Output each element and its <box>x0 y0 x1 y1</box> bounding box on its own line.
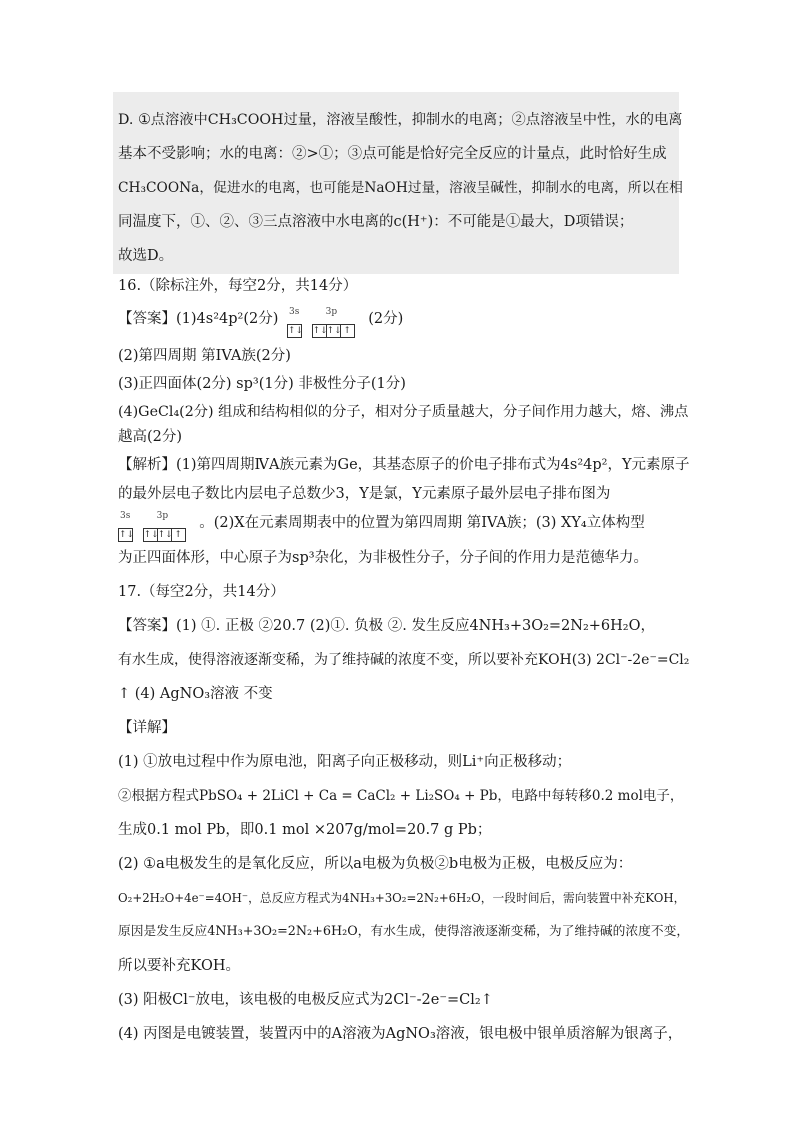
orbital-diagram <box>118 510 191 540</box>
orbital-box: ↑↓ <box>326 326 342 336</box>
answer-line: 有水生成，使得溶液逐渐变稀，为了维持碱的浓度不变，所以要补充KOH(3) 2Cl⁻-2e⁻=Cl₂ <box>118 652 690 668</box>
orbital-label: 3s <box>289 307 300 317</box>
analysis-line: 为正四面体形，中心原子为sp³杂化，为非极性分子，分子间的作用力是范德华力。 <box>118 550 649 566</box>
answer-suffix: (2分) <box>368 311 404 327</box>
detail-line: (3) 阳极Cl⁻放电，该电极的电极反应式为2Cl⁻-2e⁻=Cl₂↑ <box>118 992 493 1008</box>
analysis-line <box>118 510 645 540</box>
orbital-box: ↑↓ <box>312 326 328 336</box>
orbital-box: ↑↓ <box>143 530 159 540</box>
answer-line <box>118 306 404 336</box>
detail-line: 原因是发生反应4NH₃+3O₂=2N₂+6H₂O，有水生成，使得溶液逐渐变稀，为了维持碱的浓度不变， <box>118 924 690 939</box>
orbital-label: 3s <box>120 511 131 521</box>
orbital-label: 3p <box>325 307 338 317</box>
text-line: D. ①点溶液中CH₃COOH过量，溶液呈酸性，抑制水的电离；②点溶液呈中性，水的电离 <box>118 112 683 128</box>
answer-line: (2)第四周期 第IVA族(2分) <box>118 348 291 364</box>
question-heading: 16.（除标注外，每空2分，共14分） <box>118 278 358 294</box>
orbital-diagram <box>287 306 360 336</box>
detail-line: 生成0.1 mol Pb，即0.1 mol ×207g/mol=20.7 g Pb； <box>118 822 492 838</box>
orbital-box: ↑↓ <box>288 326 304 336</box>
orbital-box: ↑↓ <box>157 530 173 540</box>
text-line: 故选D。 <box>118 248 174 264</box>
orbital-3s <box>118 510 135 542</box>
detail-line: ②根据方程式PbSO₄ + 2LiCl + Ca = CaCl₂ + Li₂SO₄ + Pb，电路中每转移0.2 mol电子， <box>118 788 684 804</box>
analysis-line: 【解析】(1)第四周期ⅣA族元素为Ge，其基态原子的价电子排布式为4s²4p²，Y元素原子 <box>118 457 690 473</box>
analysis-suffix: 。(2)X在元素周期表中的位置为第四周期 第IVA族；(3) XY₄立体构型 <box>199 515 645 531</box>
answer-line: (3)正四面体(2分) sp³(1分) 非极性分子(1分) <box>118 376 406 392</box>
detail-line: O₂+2H₂O+4e⁻=4OH⁻，总反应方程式为4NH₃+3O₂=2N₂+6H₂O，一段时间后，需向装置中补充KOH， <box>118 891 686 905</box>
answer-line: 【答案】(1) ①. 正极 ②20.7 (2)①. 负极 ②. 发生反应4NH₃+3O₂=2N₂+6H₂O， <box>118 618 655 634</box>
orbital-label: 3p <box>156 511 169 521</box>
answer-line: ↑ (4) AgNO₃溶液 不变 <box>118 686 273 702</box>
analysis-line: 的最外层电子数比内层电子总数少3，Y是氯，Y元素原子最外层电子排布图为 <box>118 486 611 502</box>
orbital-3p <box>312 306 354 338</box>
text-line: 同温度下，①、②、③三点溶液中水电离的c(H⁺)：不可能是①最大，D项错误； <box>118 214 634 230</box>
orbital-box: ↑↓ <box>119 530 135 540</box>
text-line: 基本不受影响；水的电离：②>①；③点可能是恰好完全反应的计量点，此时恰好生成 <box>118 146 667 162</box>
text-line: CH₃COONa，促进水的电离，也可能是NaOH过量，溶液呈碱性，抑制水的电离，所以在相 <box>118 180 683 196</box>
answer-line: (4)GeCl₄(2分) 组成和结构相似的分子，相对分子质量越大，分子间作用力越大，熔、沸点 <box>118 404 689 420</box>
detail-line: (4) 丙图是电镀装置，装置丙中的A溶液为AgNO₃溶液，银电极中银单质溶解为银离子， <box>118 1026 683 1042</box>
detail-line: (2) ①a电极发生的是氧化反应，所以a电极为负极②b电极为正极，电极反应为： <box>118 856 633 872</box>
orbital-box: ↑ <box>340 324 355 338</box>
detail-line: (1) ①放电过程中作为原电池，阳离子向正极移动，则Li⁺向正极移动； <box>118 754 572 770</box>
detail-line: 所以要补充KOH。 <box>118 958 240 974</box>
question-heading: 17.（每空2分，共14分） <box>118 584 285 600</box>
orbital-box: ↑ <box>171 528 186 542</box>
detail-heading: 【详解】 <box>118 720 176 736</box>
answer-line: 越高(2分) <box>118 429 183 445</box>
orbital-3s <box>287 306 304 338</box>
orbital-3p <box>143 510 185 542</box>
answer-prefix: 【答案】(1)4s²4p²(2分) <box>118 311 279 327</box>
